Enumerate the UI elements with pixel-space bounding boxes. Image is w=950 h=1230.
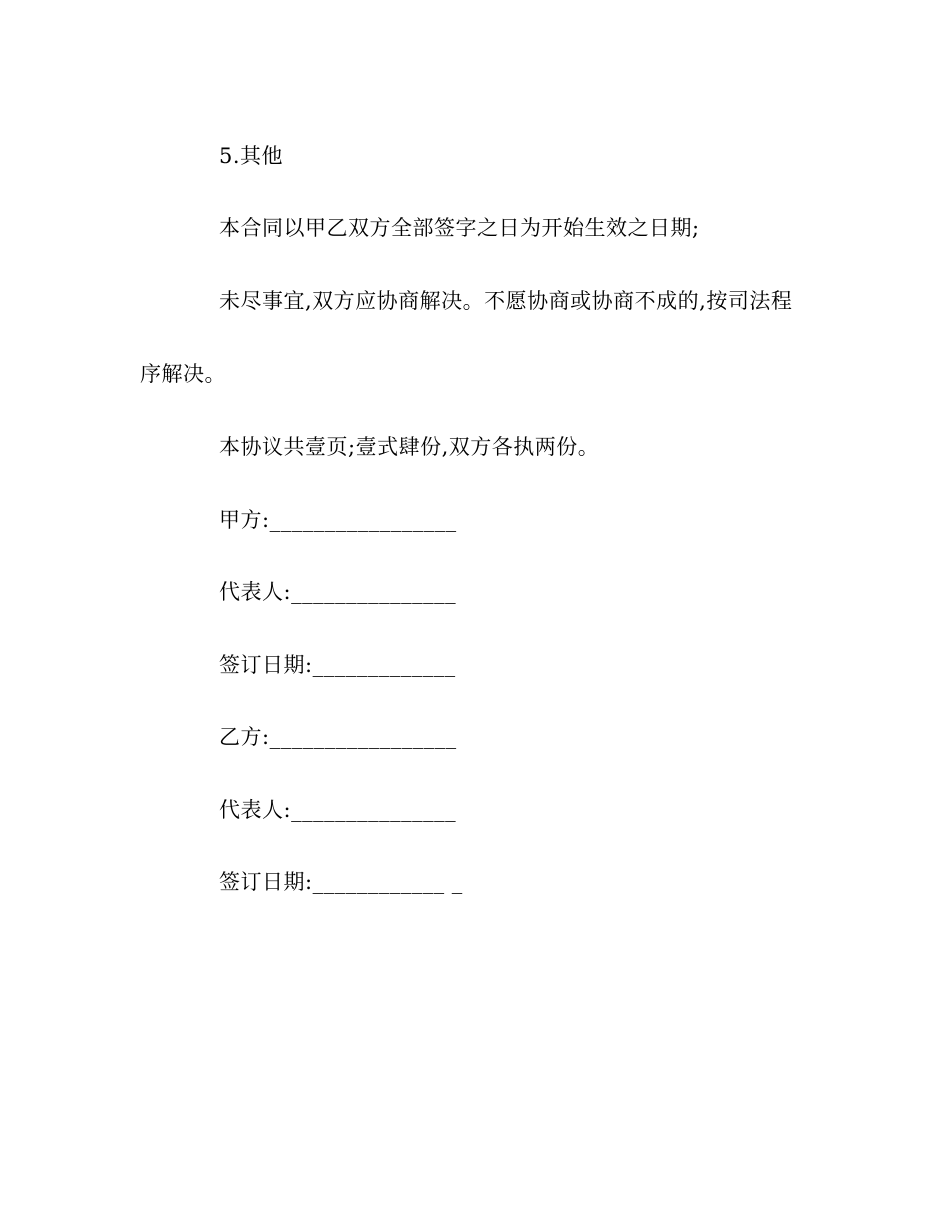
signature-party-a-date: 签订日期:_____________ bbox=[219, 653, 456, 677]
signature-party-b-date: 签订日期:____________ _ bbox=[219, 870, 463, 894]
paragraph-effective-date: 本合同以甲乙双方全部签字之日为开始生效之日期; bbox=[219, 216, 700, 240]
signature-party-b: 乙方:_________________ bbox=[219, 725, 457, 749]
signature-party-a-representative: 代表人:_______________ bbox=[219, 580, 457, 604]
signature-party-b-representative: 代表人:_______________ bbox=[219, 798, 457, 822]
section-heading: 5.其他 bbox=[219, 144, 284, 168]
signature-party-a: 甲方:_________________ bbox=[219, 508, 457, 532]
paragraph-dispute-resolution: 未尽事宜,双方应协商解决。不愿协商或协商不成的,按司法程 bbox=[219, 289, 793, 313]
paragraph-copies: 本协议共壹页;壹式肆份,双方各执两份。 bbox=[219, 435, 600, 459]
paragraph-dispute-resolution-continued: 序解决。 bbox=[140, 362, 226, 386]
